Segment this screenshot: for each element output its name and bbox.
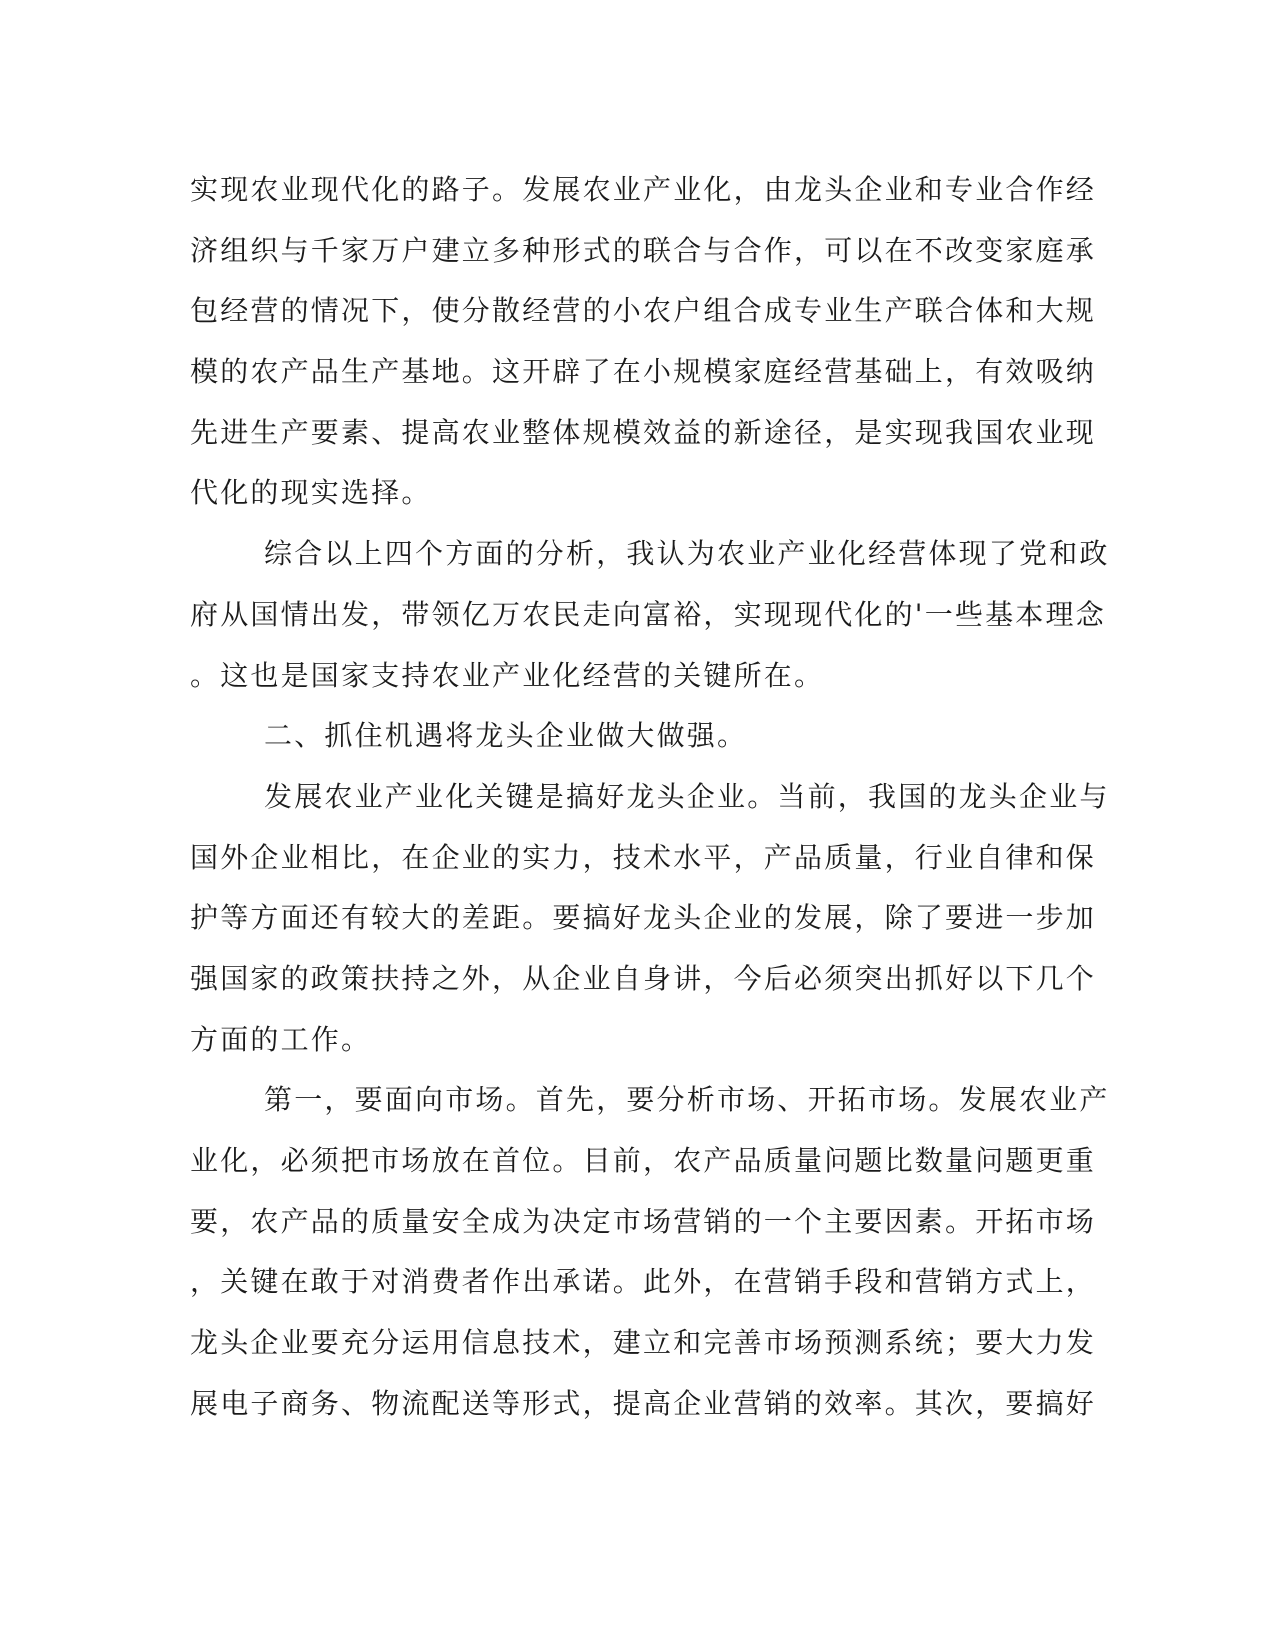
section-heading: 二、抓住机遇将龙头企业做大做强。 [264,719,748,753]
text-line: 业化，必须把市场放在首位。目前，农产品质量问题比数量问题更重 [190,1144,1097,1177]
text-line: 。这也是国家支持农业产业化经营的关键所在。 [190,658,825,692]
paragraph-start-line: 综合以上四个方面的分析，我认为农业产业化经营体现了党和政 [264,537,1110,571]
text-line: 强国家的政策扶持之外，从企业自身讲，今后必须突出抓好以下几个 [190,961,1097,995]
text-line: 国外企业相比，在企业的实力，技术水平，产品质量，行业自律和保 [190,840,1097,874]
body-text [190,160,1110,1434]
text-line: 龙头企业要充分运用信息技术，建立和完善市场预测系统；要大力发 [190,1326,1097,1360]
text-line: 护等方面还有较大的差距。要搞好龙头企业的发展，除了要进一步加 [190,901,1097,935]
text-line: 展电子商务、物流配送等形式，提高企业营销的效率。其次，要搞好 [190,1386,1097,1420]
text-line: 要，农产品的质量安全成为决定市场营销的一个主要因素。开拓市场 [190,1204,1097,1238]
text-line: 方面的工作。 [190,1022,372,1056]
paragraph-start-line: 发展农业产业化关键是搞好龙头企业。当前，我国的龙头企业与 [264,779,1110,813]
text-line: 模的农产品生产基地。这开辟了在小规模家庭经营基础上，有效吸纳 [190,355,1097,389]
text-line: 先进生产要素、提高农业整体规模效益的新途径，是实现我国农业现 [190,415,1097,449]
paragraph-start-line: 第一，要面向市场。首先，要分析市场、开拓市场。发展农业产 [264,1083,1110,1117]
text-line: 实现农业现代化的路子。发展农业产业化，由龙头企业和专业合作经 [190,173,1097,206]
text-line: 府从国情出发，带领亿万农民走向富裕，实现现代化的'一些基本理念 [190,597,1106,631]
text-line: 包经营的情况下，使分散经营的小农户组合成专业生产联合体和大规 [190,294,1097,328]
text-line: 代化的现实选择。 [190,476,432,510]
text-line: ，关键在敢于对消费者作出承诺。此外，在营销手段和营销方式上， [190,1265,1097,1299]
text-line: 济组织与千家万户建立多种形式的联合与合作，可以在不改变家庭承 [190,233,1097,267]
